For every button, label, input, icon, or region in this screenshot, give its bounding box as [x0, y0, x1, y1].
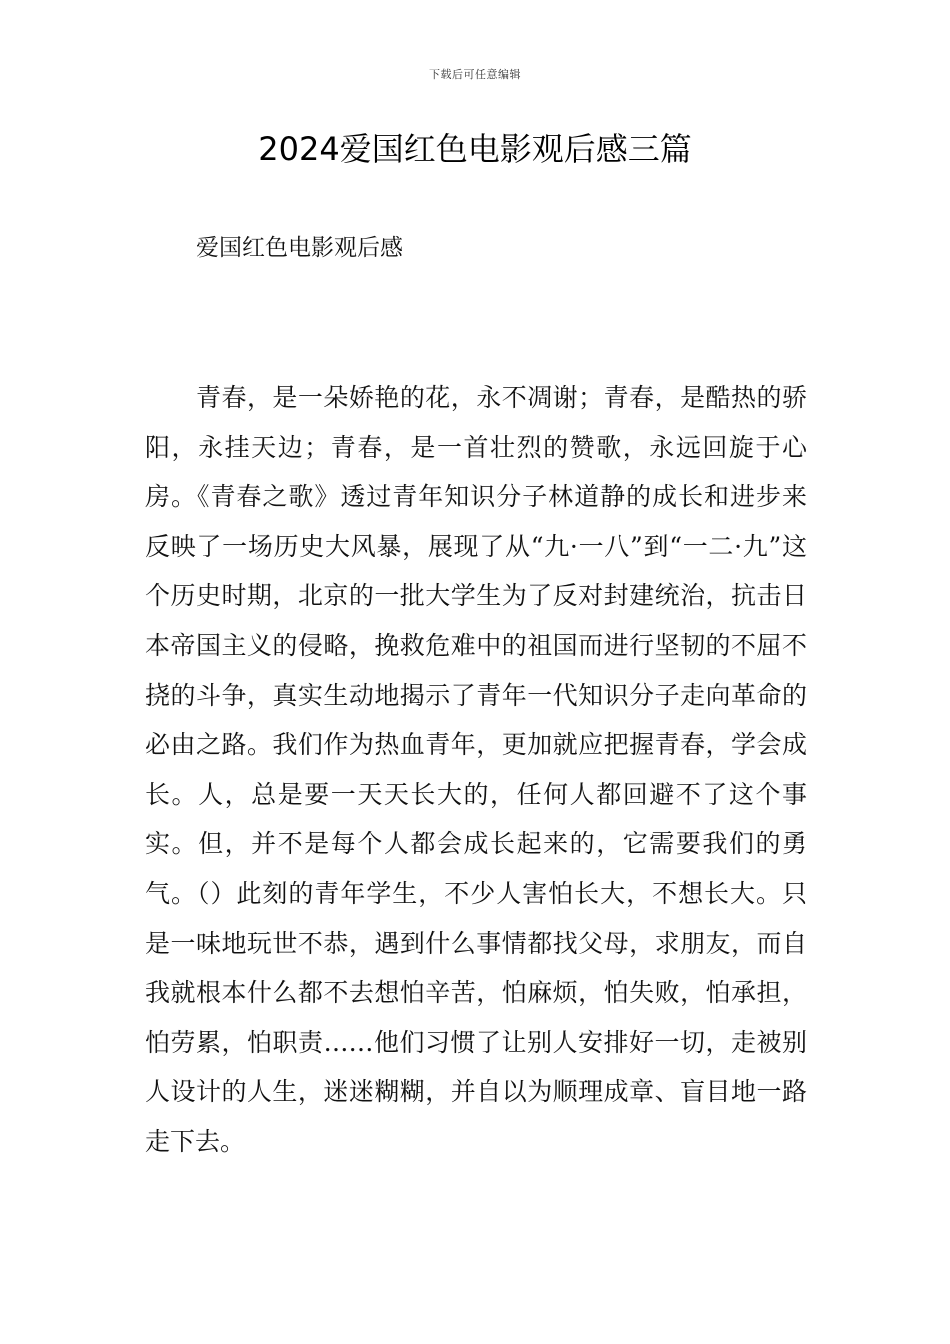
body-paragraph: 青春，是一朵娇艳的花，永不凋谢；青春，是酷热的骄阳，永挂天边；青春，是一首壮烈的赞歌，永远回旋于心房。《青春之歌》透过青年知识分子林道静的成长和进步来反映了一场历史大风暴，展现了从“九·一八”到“一二·九”这个历史时期，北京的一批大学生为了反对封建统治，抗击日本帝国主义的侵略，挽救危难中的祖国而进行坚韧的不屈不挠的斗争，真实生动地揭示了青年一代知识分子走向革命的必由之路。我们作为热血青年，更加就应把握青春，学会成长。人，总是要一天天长大的，任何人都回避不了这个事实。但，并不是每个人都会成长起来的，它需要我们的勇气。（）此刻的青年学生，不少人害怕长大，不想长大。只是一味地玩世不恭，遇到什么事情都找父母，求朋友，而自我就根本什么都不去想怕辛苦，怕麻烦，怕失败，怕承担，怕劳累，怕职责……他们习惯了让别人安排好一切，走被别人设计的人生，迷迷糊糊，并自以为顺理成章、盲目地一路走下去。 — [145, 383, 807, 1156]
section-heading: 爱国红色电影观后感 — [196, 235, 403, 261]
document-title: 2024爱国红色电影观后感三篇 — [258, 130, 692, 168]
header-note: 下载后可任意编辑 — [429, 68, 521, 81]
